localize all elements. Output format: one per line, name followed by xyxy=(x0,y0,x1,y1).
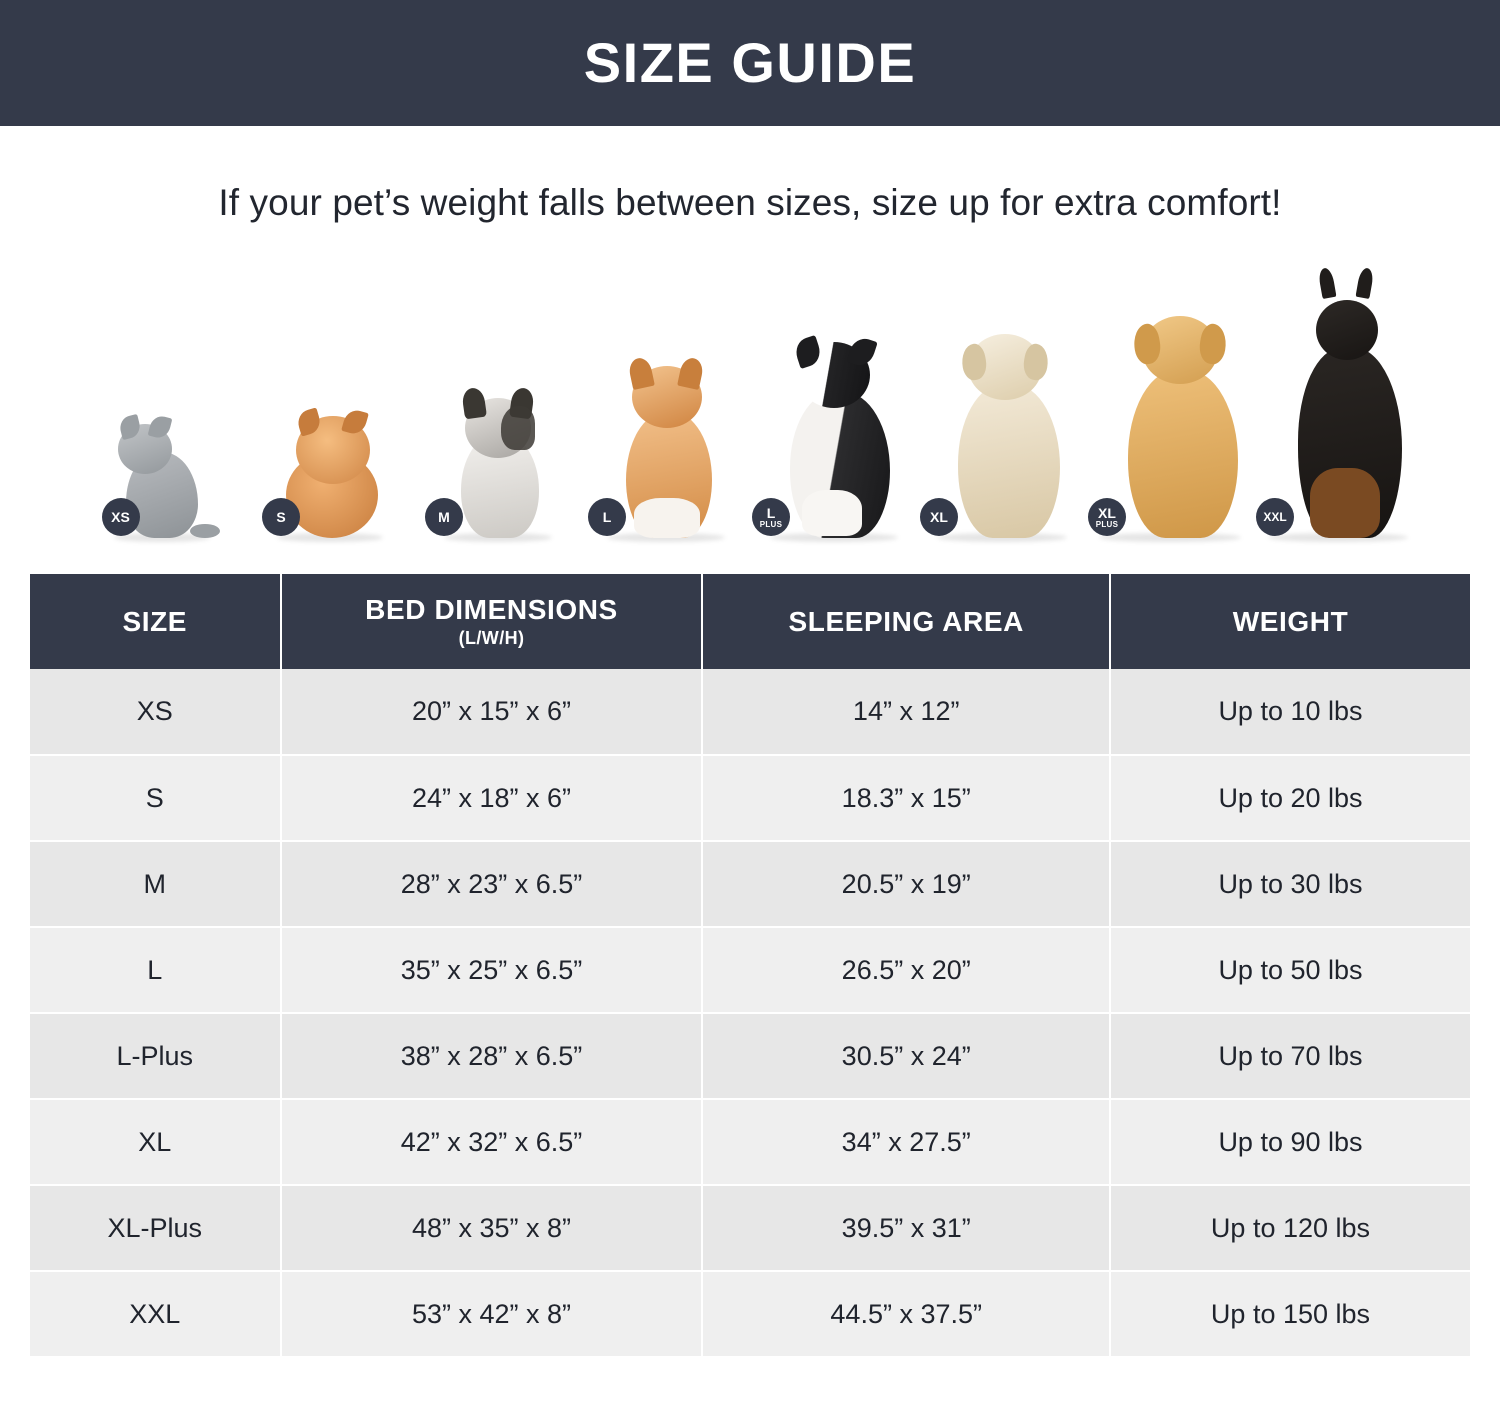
cell-sleeping-area: 18.3” x 15” xyxy=(702,755,1110,841)
doberman-pinscher-dog-icon xyxy=(1254,264,1422,546)
cell-weight: Up to 30 lbs xyxy=(1110,841,1470,927)
breed-cell-xxl xyxy=(1254,246,1422,546)
page-header xyxy=(0,0,1500,126)
size-badge-s: S xyxy=(262,498,300,536)
table-row xyxy=(30,1013,1470,1099)
cell-sleeping-area: 20.5” x 19” xyxy=(702,841,1110,927)
cell-dimensions: 38” x 28” x 6.5” xyxy=(281,1013,703,1099)
cell-size: S xyxy=(30,755,281,841)
table-row xyxy=(30,1185,1470,1271)
table-row xyxy=(30,755,1470,841)
cell-weight: Up to 20 lbs xyxy=(1110,755,1470,841)
size-badge-xs: XS xyxy=(102,498,140,536)
table-row xyxy=(30,927,1470,1013)
column-header-weight-label: WEIGHT xyxy=(1232,605,1349,637)
golden-retriever-dog-icon xyxy=(1086,288,1254,546)
table-header xyxy=(30,574,1470,669)
shiba-inu-dog-icon xyxy=(586,338,746,546)
size-table xyxy=(30,574,1470,1358)
cell-weight: Up to 10 lbs xyxy=(1110,669,1470,755)
cell-sleeping-area: 26.5” x 20” xyxy=(702,927,1110,1013)
table-row xyxy=(30,1271,1470,1357)
cell-sleeping-area: 30.5” x 24” xyxy=(702,1013,1110,1099)
cell-size: XS xyxy=(30,669,281,755)
breed-cell-l xyxy=(582,246,750,546)
cell-dimensions: 35” x 25” x 6.5” xyxy=(281,927,703,1013)
column-header-size-label: SIZE xyxy=(122,605,188,637)
table-row xyxy=(30,841,1470,927)
cell-weight: Up to 50 lbs xyxy=(1110,927,1470,1013)
cell-dimensions: 42” x 32” x 6.5” xyxy=(281,1099,703,1185)
cell-size: L xyxy=(30,927,281,1013)
cell-weight: Up to 70 lbs xyxy=(1110,1013,1470,1099)
cell-dimensions: 20” x 15” x 6” xyxy=(281,669,703,755)
breed-cell-s xyxy=(246,246,414,546)
cell-weight: Up to 120 lbs xyxy=(1110,1185,1470,1271)
subtitle-text: If your pet’s weight falls between sizes, size up for extra comfort! xyxy=(218,182,1282,223)
breed-cell-m xyxy=(414,246,582,546)
french-bulldog-icon xyxy=(423,374,573,546)
breed-cell-xl xyxy=(918,246,1086,546)
breed-size-illustration-row xyxy=(0,246,1500,546)
column-header-bed-dimensions-sub: (L/W/H) xyxy=(458,628,525,648)
cell-sleeping-area: 34” x 27.5” xyxy=(702,1099,1110,1185)
cell-sleeping-area: 44.5” x 37.5” xyxy=(702,1271,1110,1357)
subtitle-container xyxy=(0,126,1500,224)
size-badge-l-plus: L PLUS xyxy=(752,498,790,536)
cell-dimensions: 24” x 18” x 6” xyxy=(281,755,703,841)
breed-cell-l-plus xyxy=(750,246,918,546)
size-table-container xyxy=(30,574,1470,1358)
cell-sleeping-area: 39.5” x 31” xyxy=(702,1185,1110,1271)
labrador-retriever-dog-icon xyxy=(918,308,1086,546)
cell-size: M xyxy=(30,841,281,927)
cell-size: XXL xyxy=(30,1271,281,1357)
gray-cat-icon xyxy=(100,418,225,546)
page-title: SIZE GUIDE xyxy=(583,31,917,94)
size-badge-xl-plus: XL PLUS xyxy=(1088,498,1126,536)
column-header-sleeping-area xyxy=(702,574,1110,669)
cell-size: XL xyxy=(30,1099,281,1185)
cell-sleeping-area: 14” x 12” xyxy=(702,669,1110,755)
pomeranian-dog-icon xyxy=(260,394,400,546)
cell-size: XL-Plus xyxy=(30,1185,281,1271)
column-header-size xyxy=(30,574,281,669)
border-collie-dog-icon xyxy=(750,314,918,546)
column-header-bed-dimensions xyxy=(281,574,703,669)
cell-dimensions: 28” x 23” x 6.5” xyxy=(281,841,703,927)
table-body xyxy=(30,669,1470,1357)
size-badge-l: L xyxy=(588,498,626,536)
cell-size: L-Plus xyxy=(30,1013,281,1099)
cell-dimensions: 53” x 42” x 8” xyxy=(281,1271,703,1357)
breed-cell-xl-plus xyxy=(1086,246,1254,546)
breed-cell-xs xyxy=(78,246,246,546)
cell-weight: Up to 90 lbs xyxy=(1110,1099,1470,1185)
size-badge-xl: XL xyxy=(920,498,958,536)
cell-weight: Up to 150 lbs xyxy=(1110,1271,1470,1357)
cell-dimensions: 48” x 35” x 8” xyxy=(281,1185,703,1271)
column-header-weight xyxy=(1110,574,1470,669)
table-row xyxy=(30,1099,1470,1185)
size-badge-m: M xyxy=(425,498,463,536)
size-badge-xxl: XXL xyxy=(1256,498,1294,536)
column-header-bed-dimensions-label: BED DIMENSIONS xyxy=(365,594,618,625)
table-header-row xyxy=(30,574,1470,669)
column-header-sleeping-area-label: SLEEPING AREA xyxy=(788,605,1024,637)
table-row xyxy=(30,669,1470,755)
